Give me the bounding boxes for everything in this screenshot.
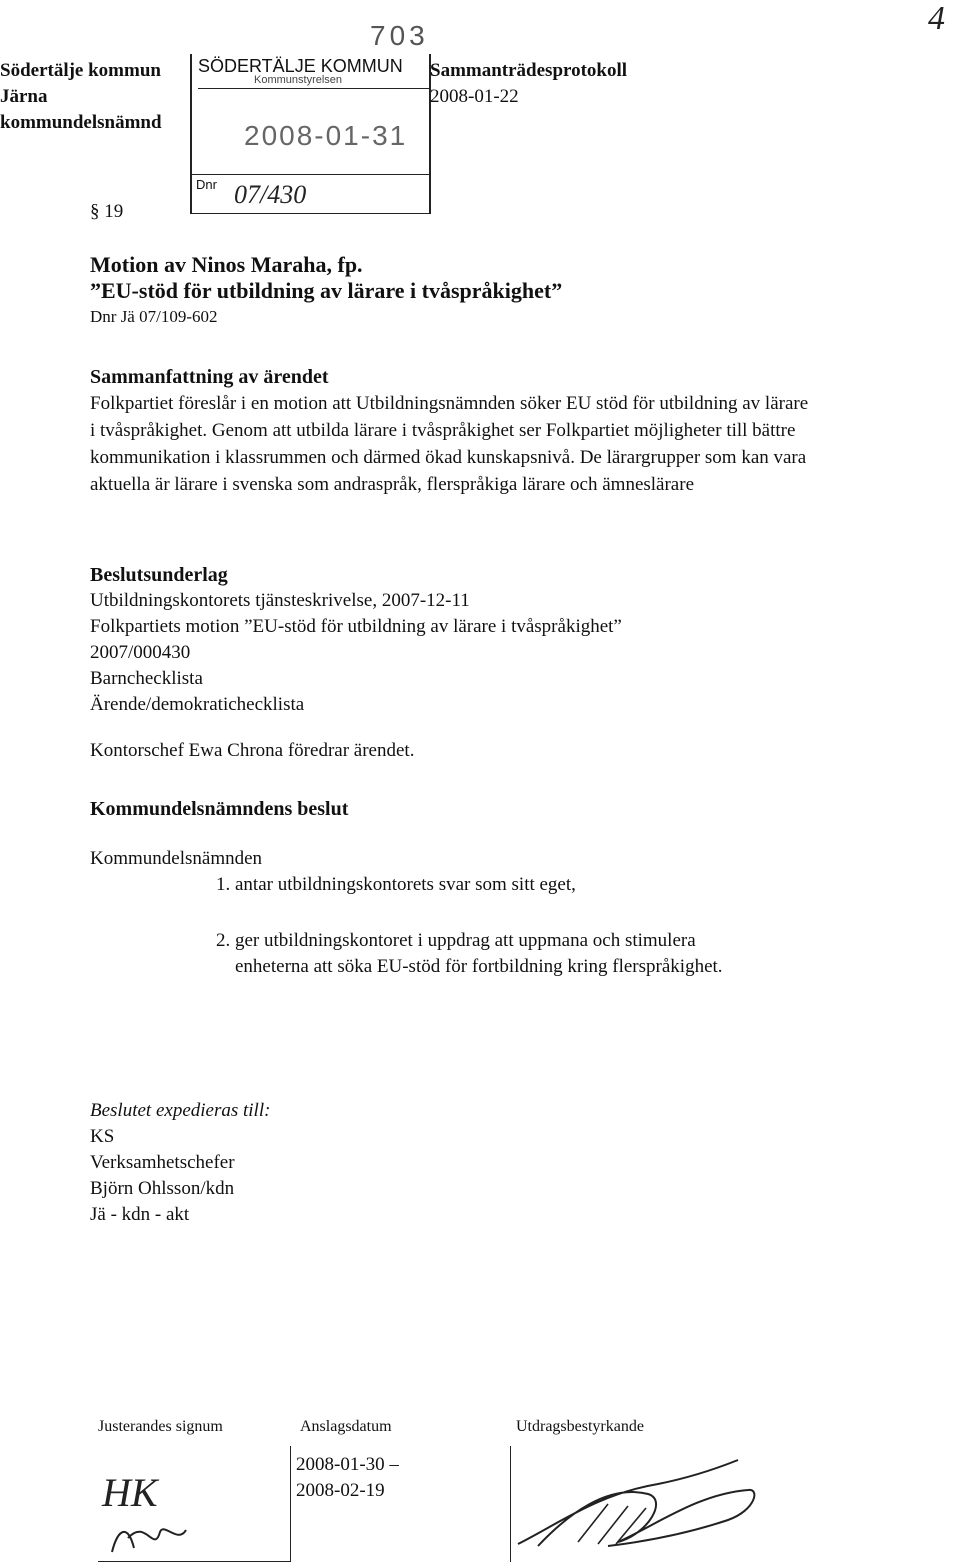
- certification-signature: [498, 1454, 768, 1554]
- registry-stamp: [190, 54, 431, 214]
- initials-signature: [98, 1458, 218, 1562]
- org-line-2: Järna: [0, 86, 48, 107]
- label-extract-certification: Utdragsbestyrkande: [516, 1418, 644, 1435]
- basis-item: 2007/000430: [90, 642, 191, 663]
- posting-date-to: 2008-02-19: [296, 1480, 385, 1501]
- page-stamp-number: 703: [370, 20, 429, 51]
- presenter-line: Kontorschef Ewa Chrona föredrar ärendet.: [90, 740, 415, 761]
- paragraph-number: § 19: [90, 201, 124, 222]
- dispatch-heading: Beslutet expedieras till:: [90, 1100, 271, 1121]
- basis-item: Folkpartiets motion ”EU-stöd för utbildning av lärare i tvåspråkighet”: [90, 616, 622, 637]
- doc-type: Sammanträdesprotokoll: [430, 60, 628, 81]
- stamp-received-date: 2008-01-31: [244, 120, 408, 151]
- dispatch-recipient: KS: [90, 1126, 115, 1147]
- decision-item-2: 2. ger utbildningskontoret i uppdrag att uppmana och stimulera: [216, 930, 696, 951]
- corner-page-number: 4: [928, 0, 945, 37]
- protocol-header: [430, 58, 627, 110]
- org-line-1: Södertälje kommun: [0, 60, 161, 81]
- organization-header: [0, 58, 162, 136]
- dispatch-section: [90, 1098, 910, 1228]
- decision-item-1: 1. antar utbildningskontorets svar som sitt eget,: [216, 874, 576, 895]
- basis-section: [90, 562, 910, 764]
- decision-section: [90, 796, 910, 980]
- stamp-title: SÖDERTÄLJE KOMMUN: [198, 56, 403, 76]
- posting-date-from: 2008-01-30 –: [296, 1454, 399, 1475]
- basis-item: Barnchecklista: [90, 668, 203, 689]
- dispatch-recipient: Verksamhetschefer: [90, 1152, 235, 1173]
- dispatch-recipient: Jä - kdn - akt: [90, 1204, 190, 1225]
- decision-intro: Kommundelsnämnden: [90, 848, 263, 869]
- posting-dates: [296, 1452, 399, 1504]
- basis-heading: Beslutsunderlag: [90, 564, 228, 586]
- summary-text: Folkpartiet föreslår i en motion att Utbildningsnämnden söker EU stöd för utbildning av lärare i tvåspråkighet. Genom att utbilda lärare i tvåspråkighet ser Folkpartiet möjligheter till bättre kommunikation i klassrummen och därmed ökad kunskapsnivå. De lärargrupper som kan vara aktuella är lärare i svenska som andraspråk, flerspråkiga lärare och ämneslärare: [90, 393, 809, 495]
- meeting-date: 2008-01-22: [430, 86, 519, 107]
- summary-heading: Sammanfattning av ärendet: [90, 366, 329, 388]
- decision-heading: Kommundelsnämndens beslut: [90, 798, 349, 820]
- org-line-3: kommundelsnämnd: [0, 112, 162, 133]
- summary-section: [90, 364, 910, 498]
- signature-footer: [98, 1418, 868, 1562]
- initials-text: HK: [102, 1470, 158, 1515]
- motion-title: [90, 252, 910, 330]
- basis-item: Utbildningskontorets tjänsteskrivelse, 2007-12-11: [90, 590, 470, 611]
- dispatch-recipient: Björn Ohlsson/kdn: [90, 1178, 235, 1199]
- stamp-dnr-label: Dnr: [196, 177, 217, 192]
- basis-item: Ärende/demokratichecklista: [90, 694, 305, 715]
- title-dnr: Dnr Jä 07/109-602: [90, 307, 218, 326]
- title-line-1: Motion av Ninos Maraha, fp.: [90, 252, 363, 277]
- title-line-2: ”EU-stöd för utbildning av lärare i tvåspråkighet”: [90, 278, 563, 303]
- stamp-dnr-value: 07/430: [234, 180, 307, 209]
- stamp-subtitle: Kommunstyrelsen: [254, 74, 343, 86]
- label-posting-date: Anslagsdatum: [300, 1418, 392, 1435]
- label-signature: Justerandes signum: [98, 1418, 223, 1435]
- decision-item-2-cont: enheterna att söka EU-stöd för fortbildning kring flerspråkighet.: [235, 956, 723, 977]
